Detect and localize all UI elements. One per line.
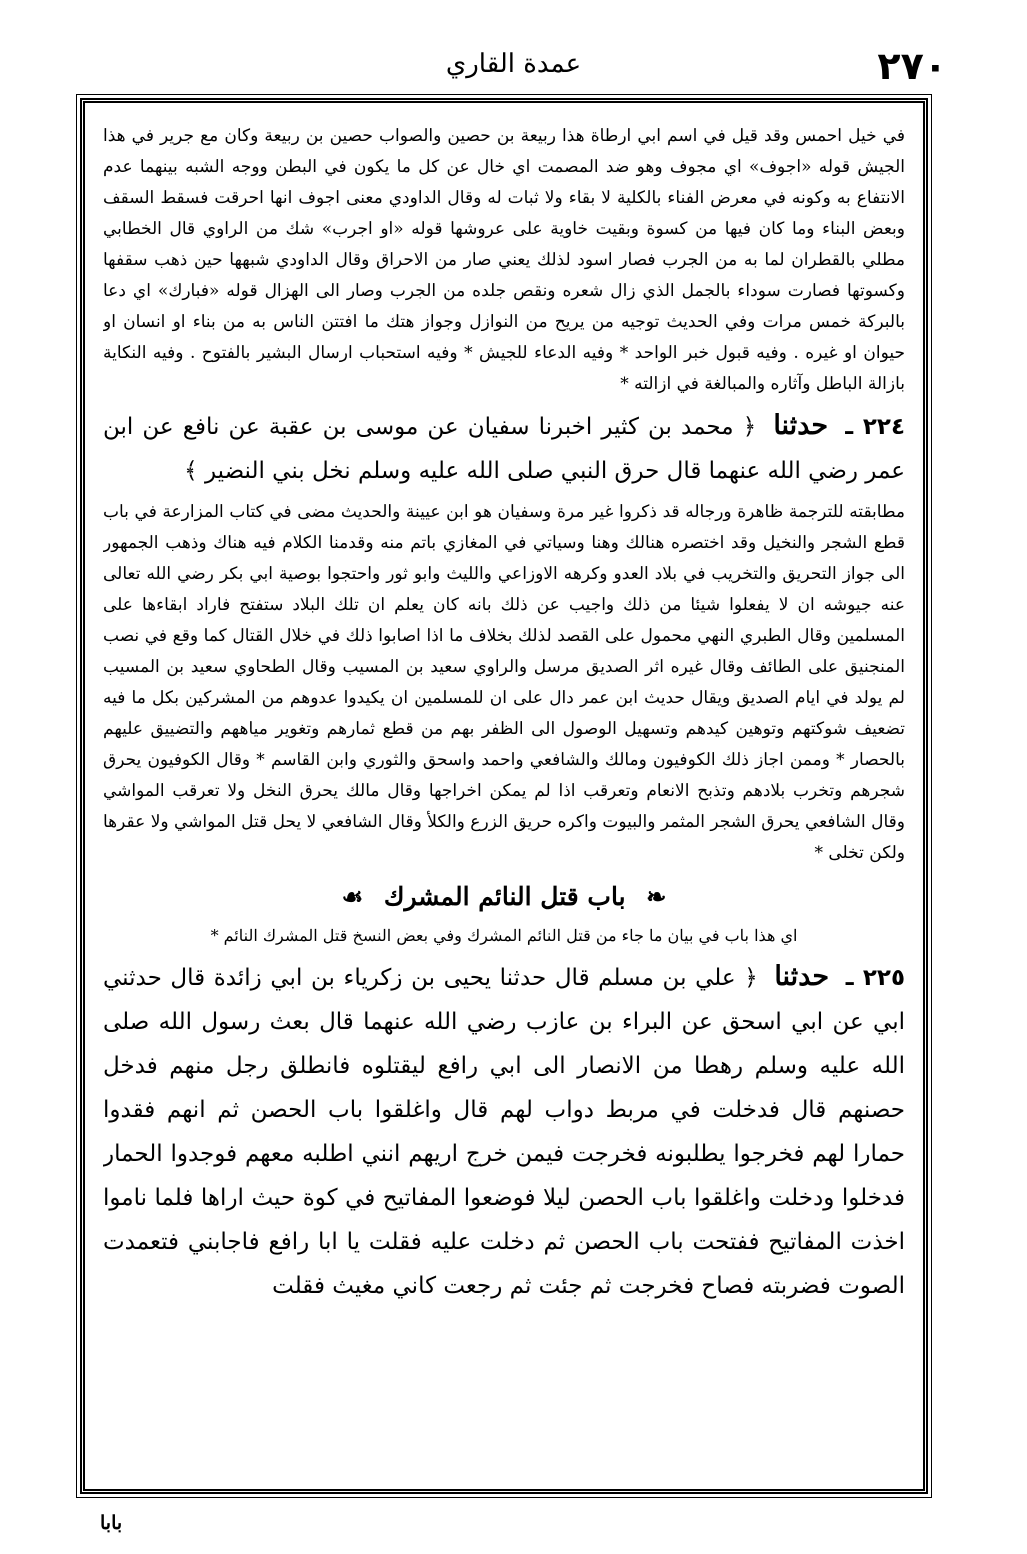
- running-title: عمدة القاري: [445, 49, 582, 79]
- page-number: ٢٧٠: [877, 44, 947, 88]
- commentary-paragraph: مطابقته للترجمة ظاهرة ورجاله قد ذكروا غير مرة وسفيان هو ابن عيينة والحديث مضى في كتاب المزارعة في باب قطع الشجر والنخيل وقد اختصره هنالك وهنا وسياتي في المغازي باتم منه وقدمنا الكلام فيه هناك وذهب الجمهور الى جواز التحريق والتخريب في بلاد العدو وكرهه الاوزاعي والليث وابو ثور واحتجوا بوصية ابي بكر رضي الله تعالى عنه جيوشه ان لا يفعلوا شيئا من ذلك واجيب عن ذلك بانه كان يعلم ان تلك البلاد ستفتح فاراد ابقاءها على المسلمين وقال الطبري النهي محمول على القصد لذلك بخلاف ما اذا اصابوا ذلك في خلال القتال كما وقع في نصب المنجنيق على الطائف وقال غيره اثر الصديق مرسل والراوي سعيد بن المسيب وقال الطحاوي سعيد بن المسيب لم يولد في ايام الصديق ويقال حديث ابن عمر دال على ان للمسلمين ان يكيدوا عدوهم من المشركين بكل ما فيه تضعيف شوكتهم وتوهين كيدهم وتسهيل الوصول الى الظفر بهم من قطع ثمارهم وتغوير مياههم والتضييق عليهم بالحصار * وممن اجاز ذلك الكوفيون ومالك والشافعي واحمد واسحق والثوري وابن القاسم * وقال الكوفيون يحرق شجرهم وتخرب بلادهم وتذبح الانعام وتعرقب اذا لم يمكن اخراجها وقال مالك يحرق النخل ولا تعرقب المواشي وقال الشافعي يحرق الشجر المثمر والبيوت واكره حريق الزرع والكلأ وقال الشافعي لا يحل قتل المواشي ولا عقرها ولكن تخلى *: [103, 502, 905, 863]
- hadith-narration-marker: حدثنا: [774, 961, 830, 992]
- hadith-text: ﴿ محمد بن كثير اخبرنا سفيان عن موسى بن عقبة عن نافع عن ابن عمر رضي الله عنهما قال حرق النبي صلى الله عليه وسلم نخل بني النضير ﴾: [103, 414, 905, 484]
- hadith-224: [103, 404, 905, 493]
- hadith-number: ٢٢٥ ـ: [845, 965, 905, 991]
- hadith-225: [103, 955, 905, 1308]
- chapter-title: باب قتل النائم المشرك: [383, 882, 626, 911]
- ornament-icon: ❧: [646, 882, 667, 911]
- ornament-icon: ☙: [341, 882, 364, 911]
- hadith-narration-marker: حدثنا: [773, 410, 829, 441]
- commentary-paragraph: في خيل احمس وقد قيل في اسم ابي ارطاة هذا ربيعة بن حصين والصواب حصين بن ربيعة وكان مع جرير في هذا الجيش قوله «اجوف» اي مجوف وهو ضد المصمت اي خال عن كل ما يكون في البطن ووجه الشبه بينهما عدم الانتفاع به وكونه في معرض الفناء بالكلية لا بقاء ولا ثبات له وقال الداودي معنى اجوف انها احرقت فسقط السقف وبعض البناء وما كان فيها من كسوة وبقيت خاوية على عروشها قوله «او اجرب» شك من الراوي قال الخطابي مطلي بالقطران لما به من الجرب فصار اسود لذلك يعني صار من الاحراق وقال الداودي شبهها حين ذهب سقفها وكسوتها فصارت سوداء بالجمل الذي زال شعره ونقص جلده من الجرب وصار الى الهزال قوله «فبارك» اي دعا بالبركة خمس مرات وفي الحديث توجيه من يريح من النوازل وجواز هتك ما افتتن الناس به من بناء او انسان او حيوان او غيره . وفيه قبول خبر الواحد * وفيه الدعاء للجيش * وفيه استحباب ارسال البشير بالفتوح . وفيه النكاية بازالة الباطل وآثاره والمبالغة في ازالته *: [103, 126, 905, 394]
- hadith-text: ﴿ علي بن مسلم قال حدثنا يحيى بن زكرياء بن ابي زائدة قال حدثني ابي عن ابي اسحق عن البراء بن عازب رضي الله عنهما قال بعث رسول الله صلى الله عليه وسلم رهطا من الانصار الى ابي رافع ليقتلوه فانطلق رجل منهم فدخل حصنهم قال فدخلت في مربط دواب لهم قال واغلقوا باب الحصن ثم انهم فقدوا حمارا لهم فخرجوا يطلبونه فخرجت فيمن خرج اريهم انني اطلبه معهم فوجدوا الحمار فدخلوا ودخلت واغلقوا باب الحصن ليلا فوضعوا المفاتيح في كوة حيث اراها فلما ناموا اخذت المفاتيح ففتحت باب الحصن ثم دخلت عليه فقلت يا ابا رافع فاجابني فتعمدت الصوت فضربته فصاح فخرجت ثم جئت ثم رجعت كاني مغيث فقلت: [103, 965, 905, 1299]
- text-frame: [80, 98, 928, 1494]
- footer-signature: بابا: [100, 1512, 123, 1534]
- chapter-heading: [103, 875, 905, 919]
- chapter-note: اي هذا باب في بيان ما جاء من قتل النائم المشرك وفي بعض النسخ قتل المشرك النائم *: [210, 926, 798, 945]
- page-header: [80, 40, 947, 92]
- hadith-number: ٢٢٤ ـ: [845, 414, 905, 440]
- page-body: [103, 121, 905, 1479]
